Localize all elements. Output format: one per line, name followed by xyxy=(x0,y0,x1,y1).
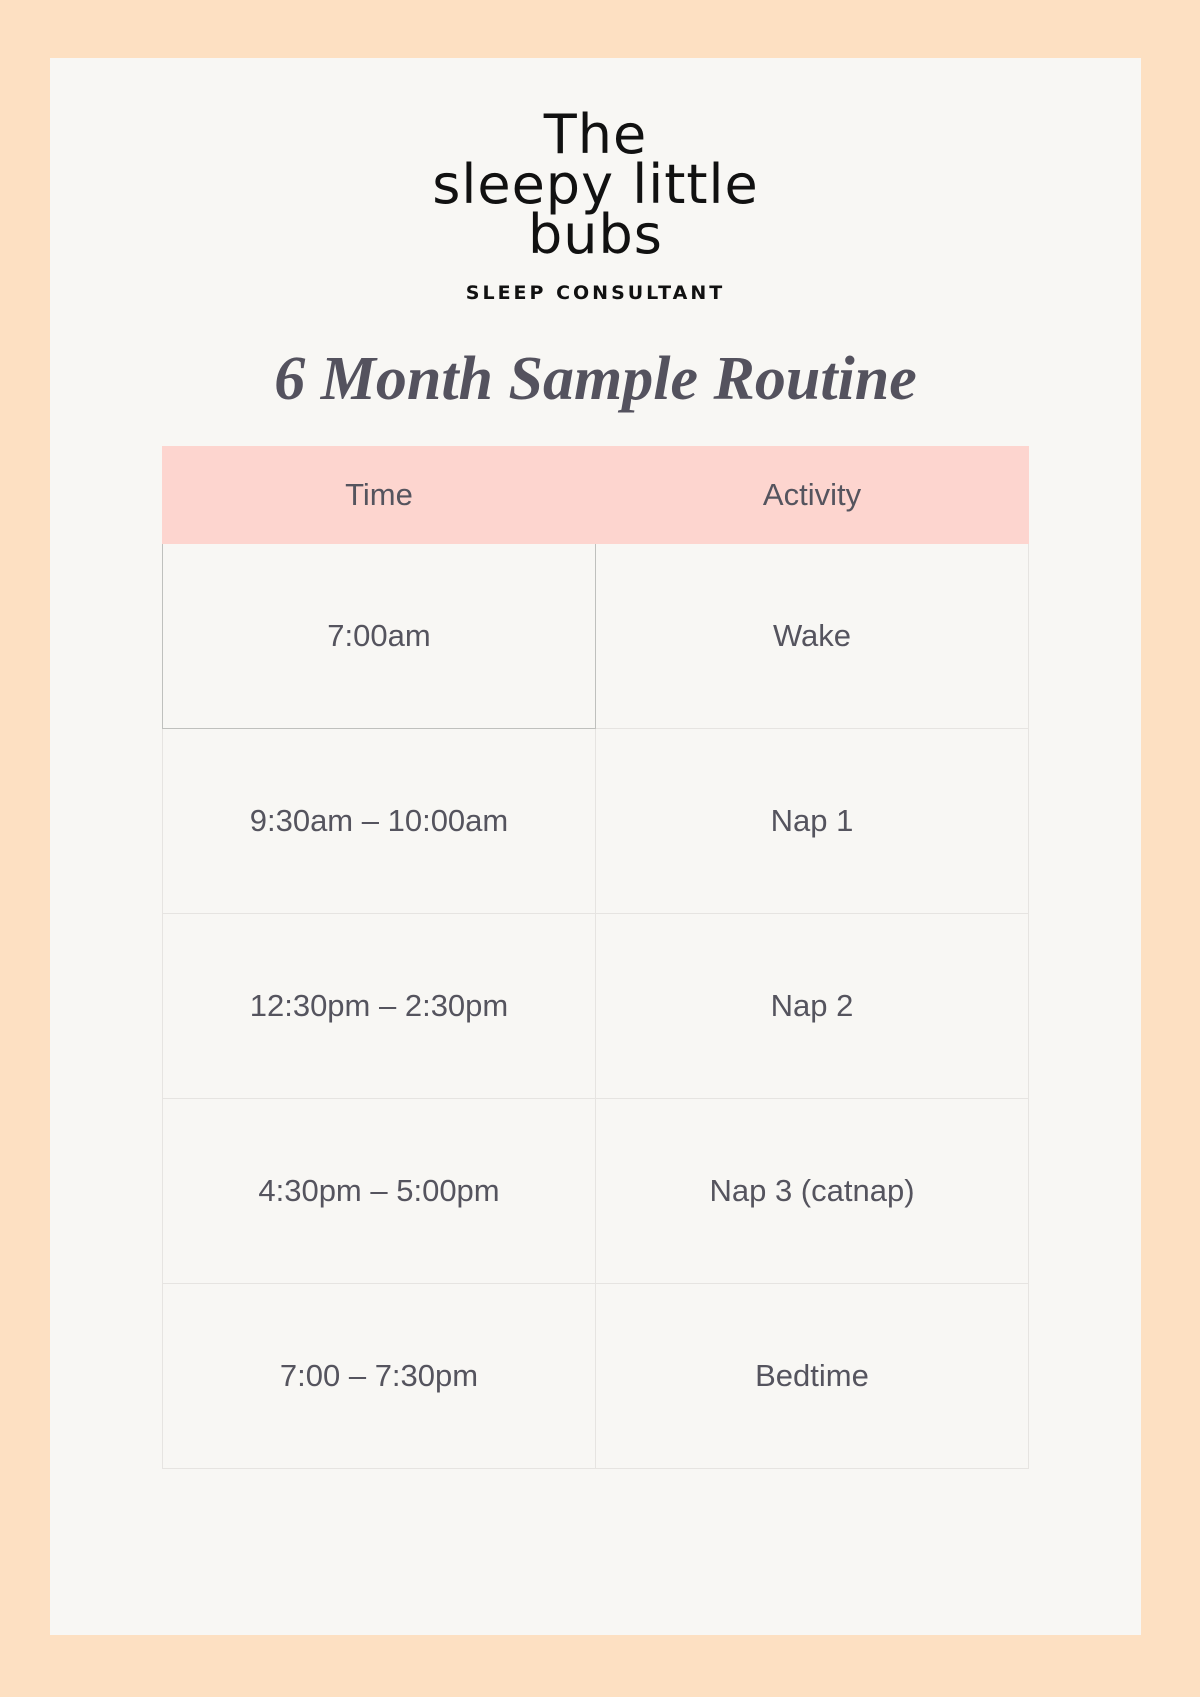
activity-cell: Nap 3 (catnap) xyxy=(596,1099,1029,1284)
activity-cell: Nap 2 xyxy=(596,914,1029,1099)
routine-table xyxy=(162,446,1029,1469)
table-row xyxy=(163,1284,1029,1469)
table-row xyxy=(163,729,1029,914)
activity-cell: Nap 1 xyxy=(596,729,1029,914)
table-row xyxy=(163,1099,1029,1284)
activity-cell: Bedtime xyxy=(596,1284,1029,1469)
time-cell: 7:00 – 7:30pm xyxy=(163,1284,596,1469)
page-title: 6 Month Sample Routine xyxy=(274,345,917,413)
time-cell: 9:30am – 10:00am xyxy=(163,729,596,914)
logo-line-2: sleepy little xyxy=(432,153,759,216)
table-row xyxy=(163,544,1029,729)
time-cell: 4:30pm – 5:00pm xyxy=(163,1099,596,1284)
logo-line-3: bubs xyxy=(528,203,663,266)
activity-cell: Wake xyxy=(596,544,1029,729)
logo-line-1: The xyxy=(543,103,648,166)
table-row xyxy=(163,914,1029,1099)
routine-card xyxy=(50,58,1141,1635)
brand-logo xyxy=(50,103,1141,304)
time-cell: 12:30pm – 2:30pm xyxy=(163,914,596,1099)
header-activity: Activity xyxy=(596,447,1029,544)
logo-subtitle: SLEEP CONSULTANT xyxy=(465,282,726,304)
time-cell: 7:00am xyxy=(163,544,596,729)
header-time: Time xyxy=(163,447,596,544)
table-header-row xyxy=(163,447,1029,544)
